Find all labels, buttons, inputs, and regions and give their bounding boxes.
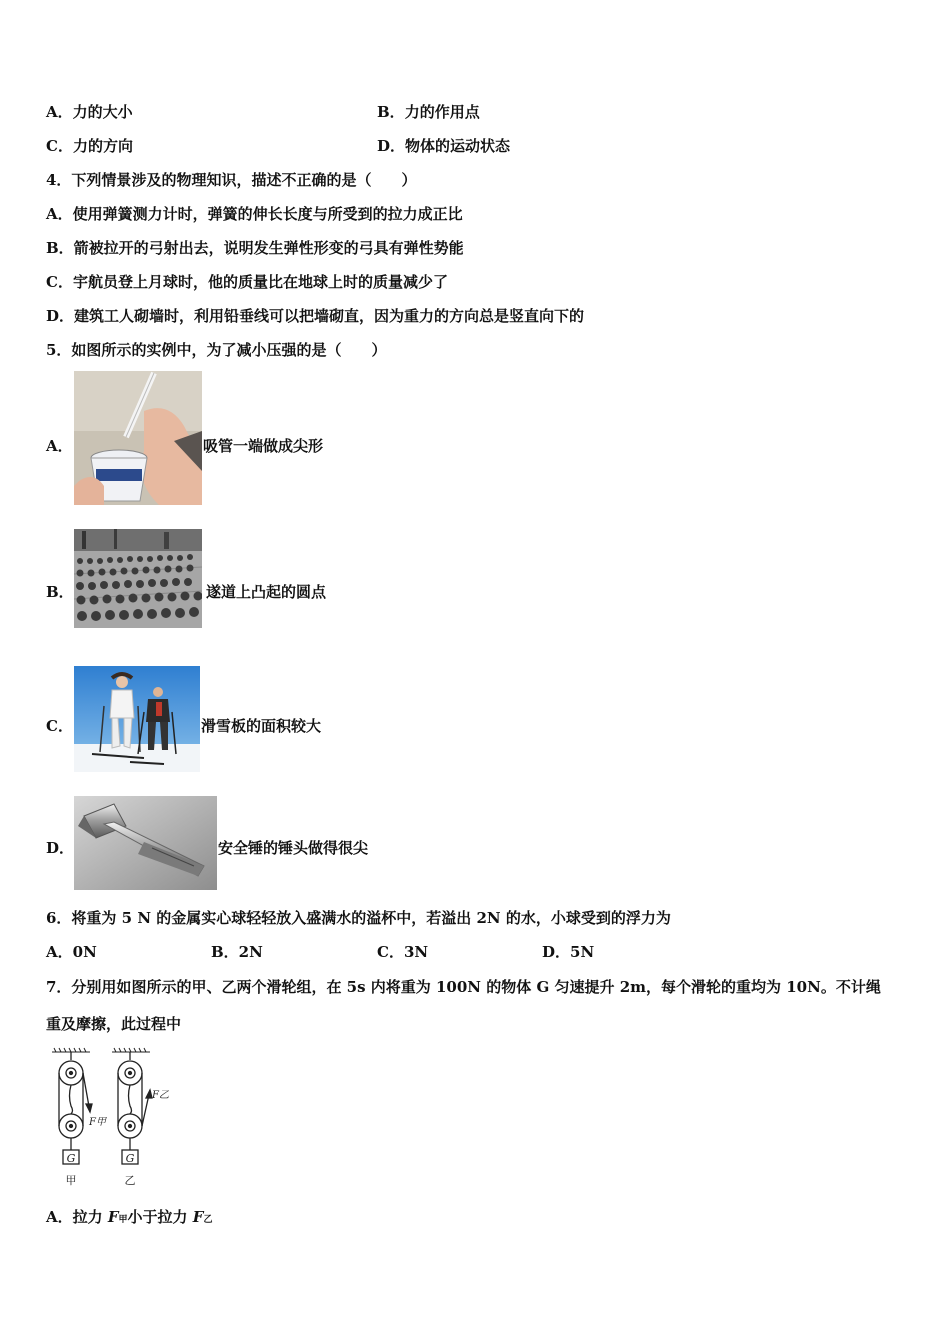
q6-option-d: D．5N — [542, 943, 595, 961]
q4-option-b: B．箭被拉开的弓射出去，说明发生弹性形变的弓具有弹性势能 — [46, 239, 464, 257]
q3-option-d: D．物体的运动状态 — [377, 137, 511, 155]
q6-stem: 6．将重为 5 N 的金属实心球轻轻放入盛满水的溢杯中，若溢出 2N 的水，小球受到的浮力为 — [46, 909, 671, 927]
q3-option-b: B．力的作用点 — [377, 103, 480, 121]
q5-option-b-letter: B． — [46, 583, 74, 601]
q3-option-a: A．力的大小 — [46, 103, 133, 121]
weight-label-jia: G — [66, 1152, 76, 1165]
q4-option-d: D．建筑工人砌墙时，利用铅垂线可以把墙砌直，因为重力的方向总是竖直向下的 — [46, 307, 585, 325]
q5-option-b-caption: 遂道上凸起的圆点 — [206, 583, 327, 601]
q6-option-b: B．2N — [211, 943, 263, 961]
q5-option-a-caption: 吸管一端做成尖形 — [203, 437, 324, 455]
q6-option-c: C．3N — [377, 943, 429, 961]
label-jia: 甲 — [65, 1174, 77, 1187]
q4-option-a: A．使用弹簧测力计时，弹簧的伸长长度与所受到的拉力成正比 — [46, 205, 463, 223]
skiers-photo — [74, 666, 200, 772]
q3-option-c: C．力的方向 — [46, 137, 133, 155]
straw-cup-photo — [74, 371, 202, 505]
weight-label-yi: G — [125, 1152, 135, 1165]
q5-option-d-letter: D． — [46, 839, 75, 857]
q7-stem-line2: 重及摩擦，此过程中 — [46, 1015, 182, 1033]
q6-option-a: A．0N — [46, 943, 97, 961]
q7-option-a: A．拉力 F甲小于拉力 F乙 — [46, 1208, 213, 1226]
force-label-yi: F乙 — [152, 1090, 169, 1101]
q4-stem: 4．下列情景涉及的物理知识，描述不正确的是（ ） — [46, 171, 417, 189]
label-yi: 乙 — [124, 1174, 136, 1187]
safety-hammer-photo — [74, 796, 217, 890]
force-label-jia: F甲 — [89, 1117, 106, 1128]
q5-option-d-caption: 安全锤的锤头做得很尖 — [218, 839, 369, 857]
pulley-system-figure — [46, 1046, 176, 1192]
q5-stem: 5．如图所示的实例中，为了减小压强的是（ ） — [46, 341, 387, 359]
tactile-paving-photo — [74, 529, 202, 628]
q5-option-a-letter: A． — [46, 437, 73, 455]
q5-option-c-caption: 滑雪板的面积较大 — [201, 717, 322, 735]
q4-option-c: C．宇航员登上月球时，他的质量比在地球上时的质量减少了 — [46, 273, 448, 291]
q7-stem-line1: 7．分别用如图所示的甲、乙两个滑轮组，在 5s 内将重为 100N 的物体 G 匀速提升 2m，每个滑轮的重均为 10N。不计绳 — [46, 978, 881, 996]
q5-option-c-letter: C． — [46, 717, 73, 735]
